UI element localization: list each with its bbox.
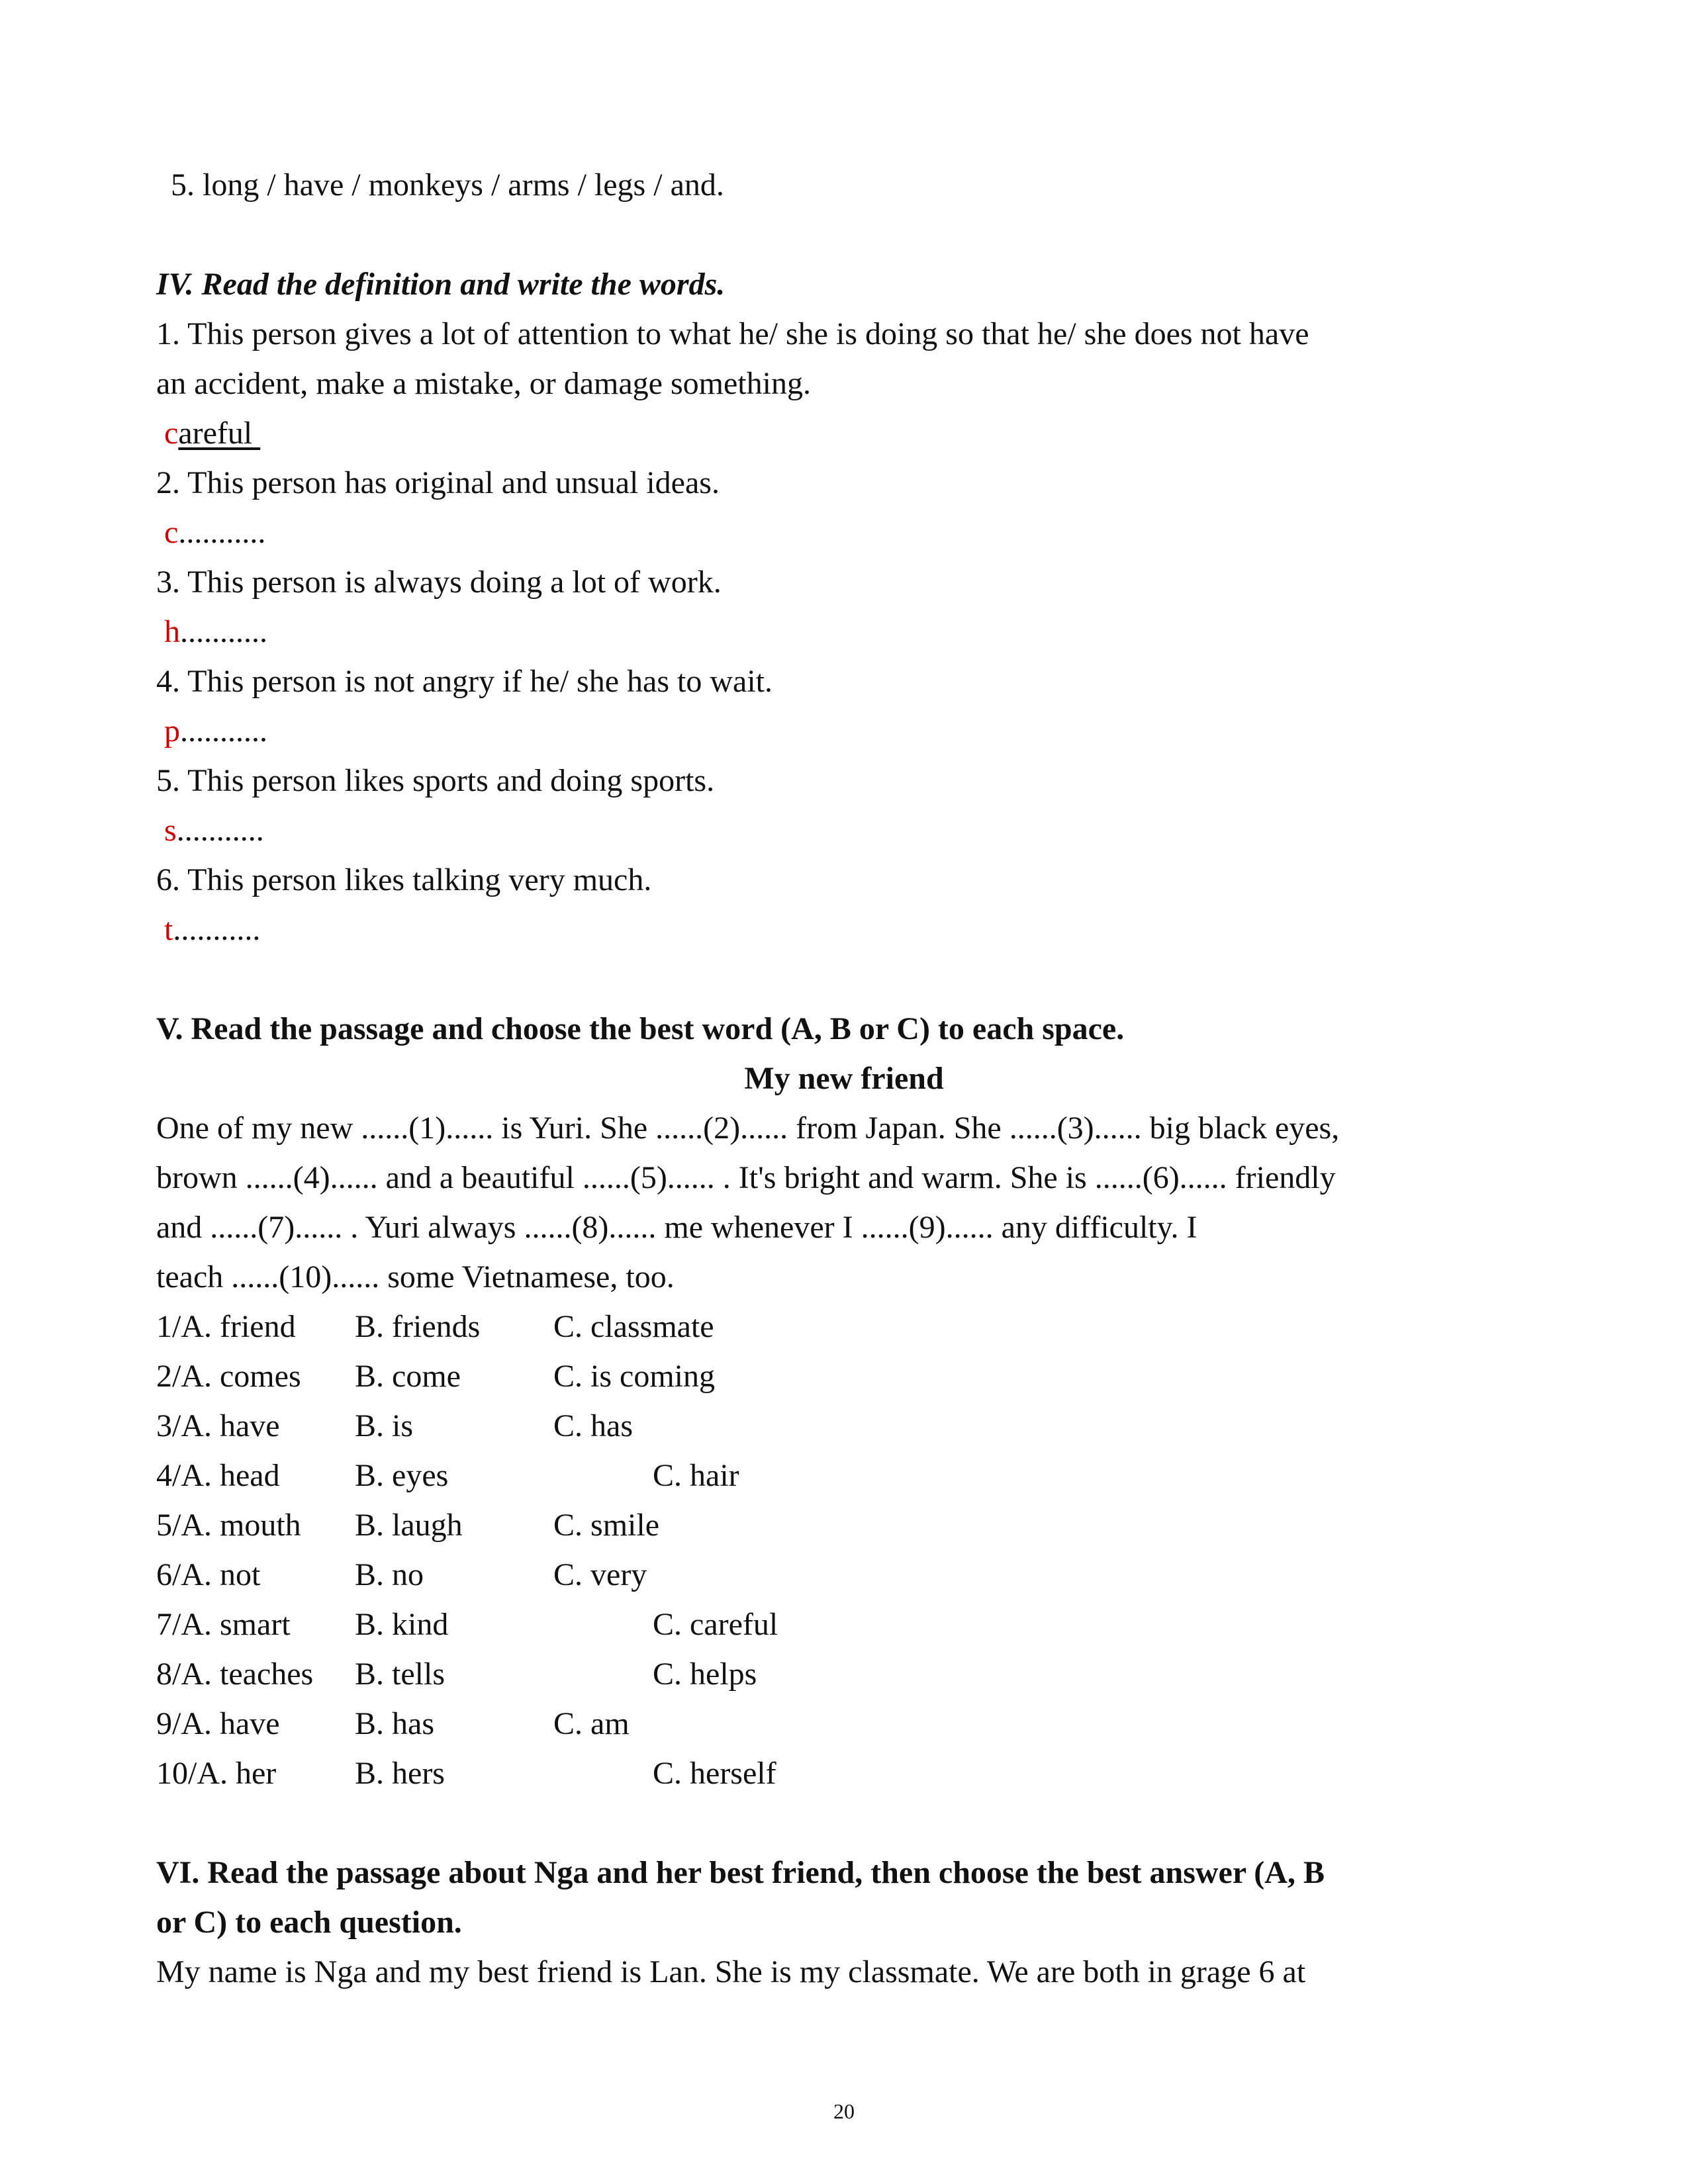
exercise-item-5: 5. long / have / monkeys / arms / legs / and. — [171, 167, 724, 203]
option-7-a: 7/A. smart — [156, 1607, 291, 1642]
answer-1-rest: areful — [178, 416, 261, 451]
option-10-c: C. herself — [653, 1756, 776, 1791]
answer-2-letter: c — [164, 515, 179, 550]
definition-5: 5. This person likes sports and doing sports. — [156, 763, 715, 798]
answer-4-letter: p — [164, 713, 180, 749]
answer-6 — [164, 910, 260, 950]
option-6-b: B. no — [355, 1557, 424, 1592]
option-8-b: B. tells — [355, 1657, 445, 1692]
option-9-c: C. am — [553, 1706, 630, 1741]
option-8-a: 8/A. teaches — [156, 1657, 314, 1692]
option-1-b: B. friends — [355, 1309, 481, 1344]
option-1-c: C. classmate — [553, 1309, 714, 1344]
option-7-b: B. kind — [355, 1607, 449, 1642]
answer-1-letter: c — [164, 416, 179, 451]
answer-2 — [164, 513, 265, 553]
passage-title: My new friend — [744, 1061, 944, 1096]
option-3-a: 3/A. have — [156, 1408, 280, 1443]
definition-6: 6. This person likes talking very much. — [156, 862, 652, 897]
answer-6-blank: ........... — [173, 912, 261, 947]
option-2-a: 2/A. comes — [156, 1359, 301, 1394]
option-5-c: C. smile — [553, 1508, 660, 1543]
option-3-c: C. has — [553, 1408, 633, 1443]
option-4-a: 4/A. head — [156, 1458, 280, 1493]
answer-5-letter: s — [164, 813, 177, 848]
definition-1-line-1: 1. This person gives a lot of attention to what he/ she is doing so that he/ she does not have — [156, 316, 1309, 351]
section-v-heading: V. Read the passage and choose the best word (A, B or C) to each space. — [156, 1011, 1125, 1046]
answer-5 — [164, 811, 264, 850]
option-4-c: C. hair — [653, 1458, 739, 1493]
page-number: 20 — [833, 2099, 855, 2123]
section-iv-heading: IV. Read the definition and write the words. — [156, 267, 726, 302]
option-10-b: B. hers — [355, 1756, 445, 1791]
answer-2-blank: ........... — [178, 515, 266, 550]
passage-line-3: and ......(7)...... . Yuri always ......(8)...... me whenever I ......(9)...... any difficulty. I — [156, 1210, 1197, 1245]
option-9-a: 9/A. have — [156, 1706, 280, 1741]
passage-line-2: brown ......(4)...... and a beautiful ......(5)...... . It's bright and warm. She is ......(6)...... friendly — [156, 1160, 1336, 1195]
option-2-b: B. come — [355, 1359, 461, 1394]
answer-4 — [164, 711, 267, 751]
section-vi-heading-line-2: or C) to each question. — [156, 1905, 462, 1940]
option-6-c: C. very — [553, 1557, 647, 1592]
option-9-b: B. has — [355, 1706, 434, 1741]
option-7-c: C. careful — [653, 1607, 778, 1642]
section-vi-heading-line-1: VI. Read the passage about Nga and her best friend, then choose the best answer (A, B — [156, 1855, 1325, 1890]
answer-5-blank: ........... — [176, 813, 264, 848]
option-5-a: 5/A. mouth — [156, 1508, 301, 1543]
passage-line-4: teach ......(10)...... some Vietnamese, too. — [156, 1259, 675, 1295]
option-5-b: B. laugh — [355, 1508, 463, 1543]
option-2-c: C. is coming — [553, 1359, 716, 1394]
definition-4: 4. This person is not angry if he/ she has to wait. — [156, 664, 773, 699]
option-6-a: 6/A. not — [156, 1557, 261, 1592]
definition-2: 2. This person has original and unsual ideas. — [156, 465, 720, 500]
passage-line-1: One of my new ......(1)...... is Yuri. She ......(2)...... from Japan. She ......(3)...... big black eyes, — [156, 1111, 1340, 1146]
option-3-b: B. is — [355, 1408, 414, 1443]
answer-4-blank: ........... — [180, 713, 267, 749]
option-8-c: C. helps — [653, 1657, 757, 1692]
answer-3 — [164, 612, 267, 652]
answer-6-letter: t — [164, 912, 173, 947]
option-10-a: 10/A. her — [156, 1756, 277, 1791]
answer-3-blank: ........... — [180, 614, 267, 649]
definition-3: 3. This person is always doing a lot of work. — [156, 565, 722, 600]
answer-3-letter: h — [164, 614, 180, 649]
option-4-b: B. eyes — [355, 1458, 449, 1493]
answer-1 — [164, 414, 260, 453]
section-vi-passage-line-1: My name is Nga and my best friend is Lan. She is my classmate. We are both in grage 6 at — [156, 1954, 1306, 1989]
option-1-a: 1/A. friend — [156, 1309, 296, 1344]
definition-1-line-2: an accident, make a mistake, or damage something. — [156, 366, 811, 401]
